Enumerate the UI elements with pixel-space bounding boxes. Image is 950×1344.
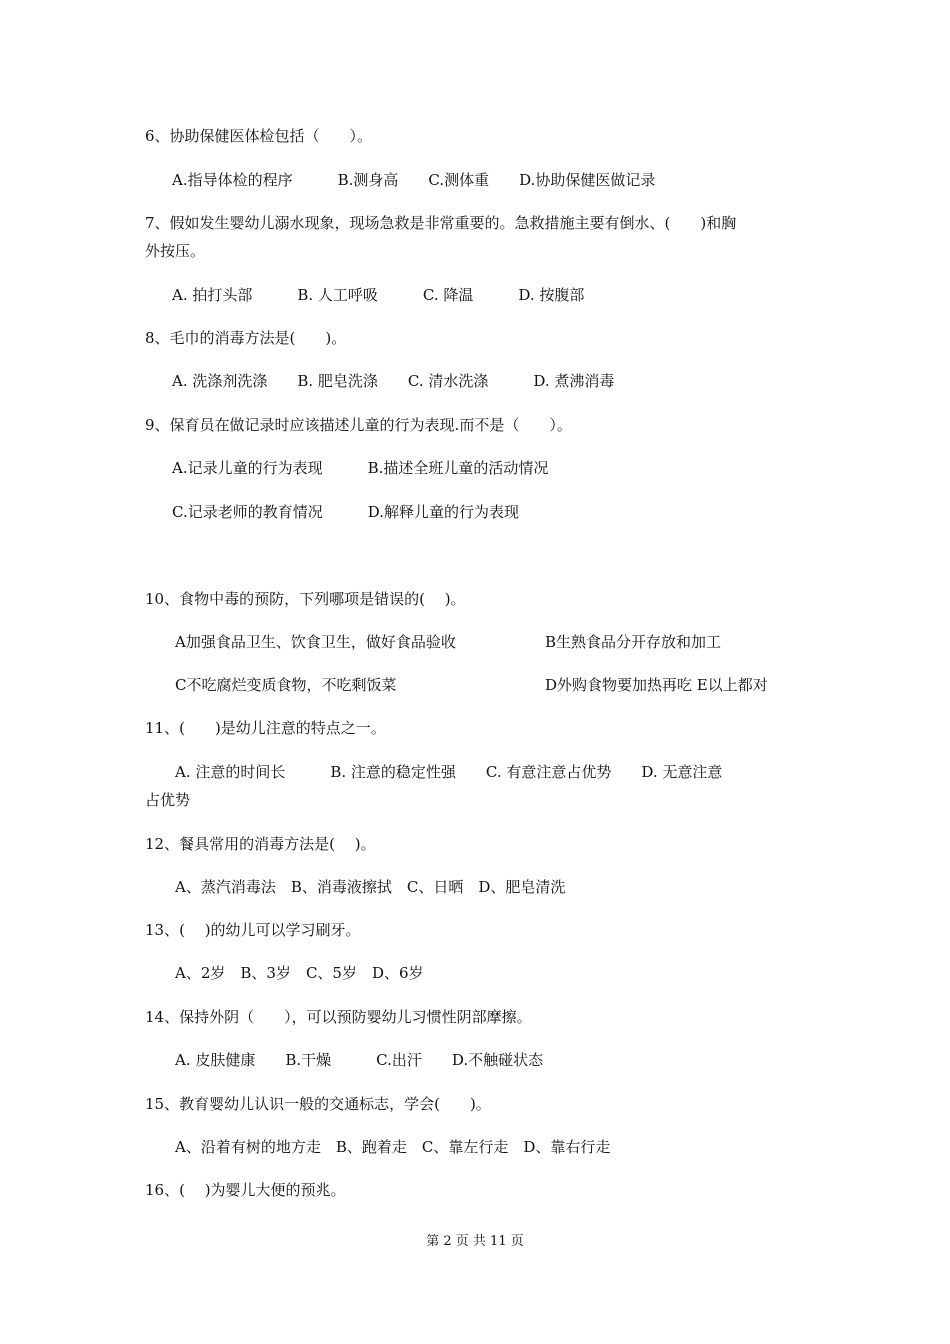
question-9-options-line1: A.记录儿童的行为表现 B.描述全班儿童的活动情况 [172, 459, 549, 477]
question-11-options-line1: A. 注意的时间长 B. 注意的稳定性强 C. 有意注意占优势 D. 无意注意 [175, 763, 723, 781]
question-10-stem: 10、食物中毒的预防，下列哪项是错误的( )。 [145, 590, 466, 608]
question-7-stem-line2: 外按压。 [145, 242, 206, 260]
question-8-stem: 8、毛巾的消毒方法是( )。 [145, 329, 347, 347]
question-7-stem-line1: 7、假如发生婴幼儿溺水现象，现场急救是非常重要的。急救措施主要有倒水、( )和胸 [145, 214, 737, 232]
question-11-options-line2: 占优势 [145, 791, 191, 809]
question-10-option-c: C不吃腐烂变质食物，不吃剩饭菜 [175, 676, 397, 694]
question-15-stem: 15、教育婴幼儿认识一般的交通标志，学会( )。 [145, 1095, 491, 1113]
question-6-options: A.指导体检的程序 B.测身高 C.测体重 D.协助保健医做记录 [172, 171, 656, 189]
page-footer: 第 2 页 共 11 页 [426, 1234, 524, 1249]
question-13-stem: 13、( )的幼儿可以学习刷牙。 [145, 921, 361, 939]
question-13-options: A、2岁 B、3岁 C、5岁 D、6岁 [175, 964, 424, 982]
question-7-options: A. 拍打头部 B. 人工呼吸 C. 降温 D. 按腹部 [172, 286, 585, 304]
question-14-options: A. 皮肤健康 B.干燥 C.出汗 D.不触碰状态 [175, 1051, 544, 1069]
question-15-options: A、沿着有树的地方走 B、跑着走 C、靠左行走 D、靠右行走 [175, 1138, 611, 1156]
question-8-options: A. 洗涤剂洗涤 B. 肥皂洗涤 C. 清水洗涤 D. 煮沸消毒 [172, 372, 615, 390]
question-10-option-b: B生熟食品分开存放和加工 [545, 633, 722, 651]
question-10-option-de: D外购食物要加热再吃 E以上都对 [545, 676, 768, 694]
question-11-stem: 11、( )是幼儿注意的特点之一。 [145, 719, 386, 737]
question-10-option-a: A加强食品卫生、饮食卫生，做好食品验收 [175, 633, 456, 651]
question-9-stem: 9、保育员在做记录时应该描述儿童的行为表现.而不是（ ）。 [145, 416, 572, 434]
question-16-stem: 16、( )为婴儿大便的预兆。 [145, 1181, 346, 1199]
question-14-stem: 14、保持外阴（ ），可以预防婴幼儿习惯性阴部摩擦。 [145, 1008, 532, 1026]
question-6-stem: 6、协助保健医体检包括（ ）。 [145, 127, 373, 145]
question-12-stem: 12、餐具常用的消毒方法是( )。 [145, 835, 376, 853]
question-9-options-line2: C.记录老师的教育情况 D.解释儿童的行为表现 [172, 503, 519, 521]
question-12-options: A、蒸汽消毒法 B、消毒液擦拭 C、日晒 D、肥皂清洗 [175, 878, 566, 896]
